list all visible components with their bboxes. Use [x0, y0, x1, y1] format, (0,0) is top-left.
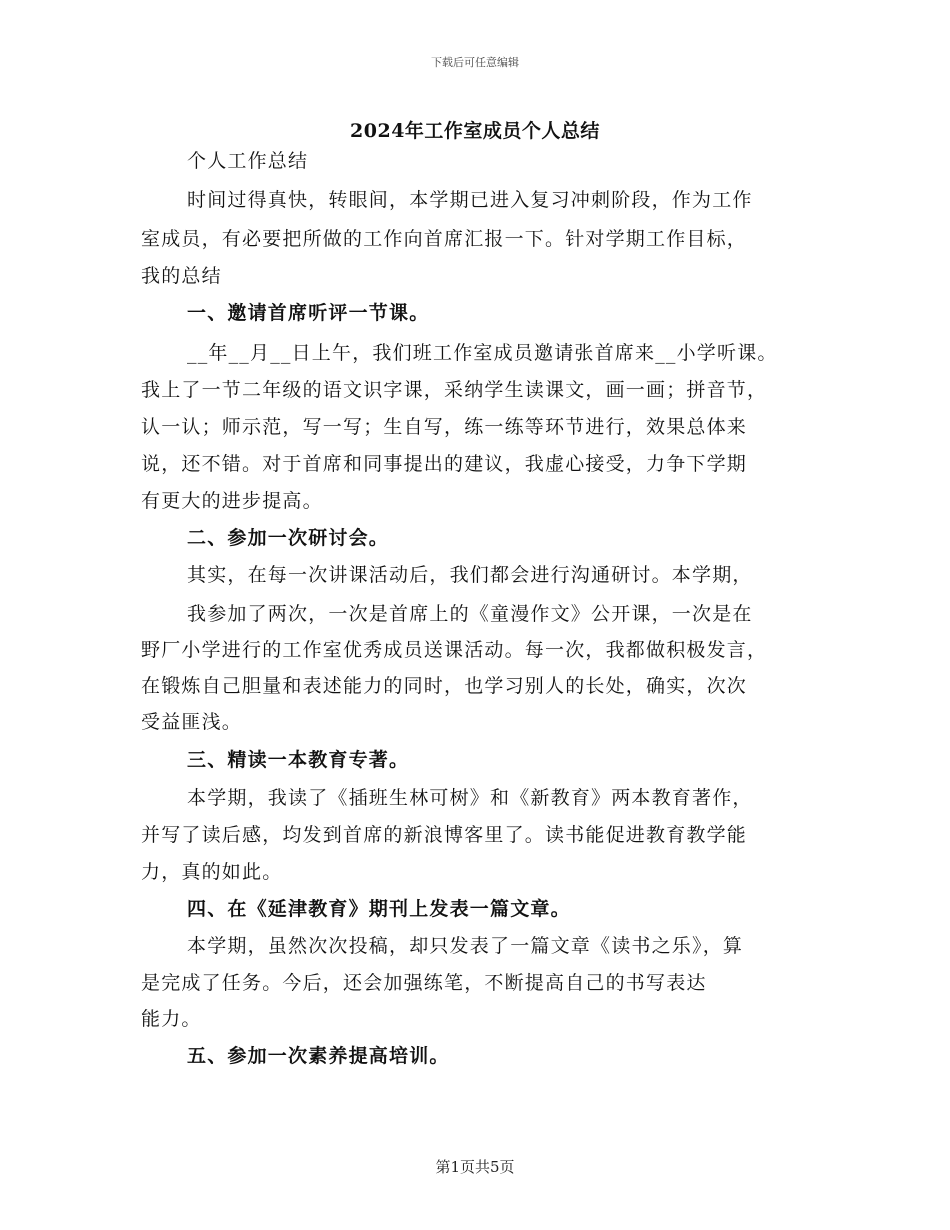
paragraph-line: 其实，在每一次讲课活动后，我们都会进行沟通研讨。本学期，	[187, 564, 753, 586]
paragraph-line: 野厂小学进行的工作室优秀成员送课活动。每一次，我都做积极发言，	[141, 639, 768, 661]
heading-4: 四、在《延津教育》期刊上发表一篇文章。	[187, 898, 571, 920]
heading-3: 三、精读一本教育专著。	[187, 749, 410, 771]
paragraph-line: 力，真的如此。	[141, 861, 283, 883]
paragraph-line: 我参加了两次，一次是首席上的《童漫作文》公开课，一次是在	[187, 603, 753, 625]
paragraph-line: 本学期，虽然次次投稿，却只发表了一篇文章《读书之乐》，算	[187, 935, 744, 957]
paragraph-line: 时间过得真快，转眼间，本学期已进入复习冲刺阶段，作为工作	[187, 189, 753, 211]
paragraph-line: 能力。	[141, 1008, 202, 1030]
paragraph-line: 我上了一节二年级的语文识字课，采纳学生读课文，画一画；拼音节，	[141, 379, 768, 401]
document-title: 2024年工作室成员个人总结	[350, 120, 600, 142]
paragraph-line: 有更大的进步提高。	[141, 490, 323, 512]
paragraph-line: 是完成了任务。今后，还会加强练笔，不断提高自己的书写表达	[141, 972, 707, 994]
paragraph-line: 并写了读后感，均发到首席的新浪博客里了。读书能促进教育教学能	[141, 824, 748, 846]
paragraph-line: __年__月__日上午，我们班工作室成员邀请张首席来__小学听课。	[187, 342, 778, 364]
heading-2: 二、参加一次研讨会。	[187, 527, 390, 549]
paragraph-line: 室成员，有必要把所做的工作向首席汇报一下。针对学期工作目标，	[141, 228, 748, 250]
page-number: 第1页共5页	[435, 1158, 515, 1176]
download-note: 下载后可任意编辑	[431, 56, 519, 69]
section-label: 个人工作总结	[187, 150, 309, 172]
paragraph-line: 我的总结	[141, 265, 222, 287]
heading-1: 一、邀请首席听评一节课。	[187, 302, 430, 324]
paragraph-line: 受益匪浅。	[141, 711, 243, 733]
paragraph-line: 说，还不错。对于首席和同事提出的建议，我虚心接受，力争下学期	[141, 453, 748, 475]
paragraph-line: 本学期，我读了《插班生林可树》和《新教育》两本教育著作，	[187, 787, 753, 809]
heading-5: 五、参加一次素养提高培训。	[187, 1045, 450, 1067]
paragraph-line: 在锻炼自己胆量和表述能力的同时，也学习别人的长处，确实，次次	[141, 675, 748, 697]
paragraph-line: 认一认；师示范，写一写；生自写，练一练等环节进行，效果总体来	[141, 416, 748, 438]
